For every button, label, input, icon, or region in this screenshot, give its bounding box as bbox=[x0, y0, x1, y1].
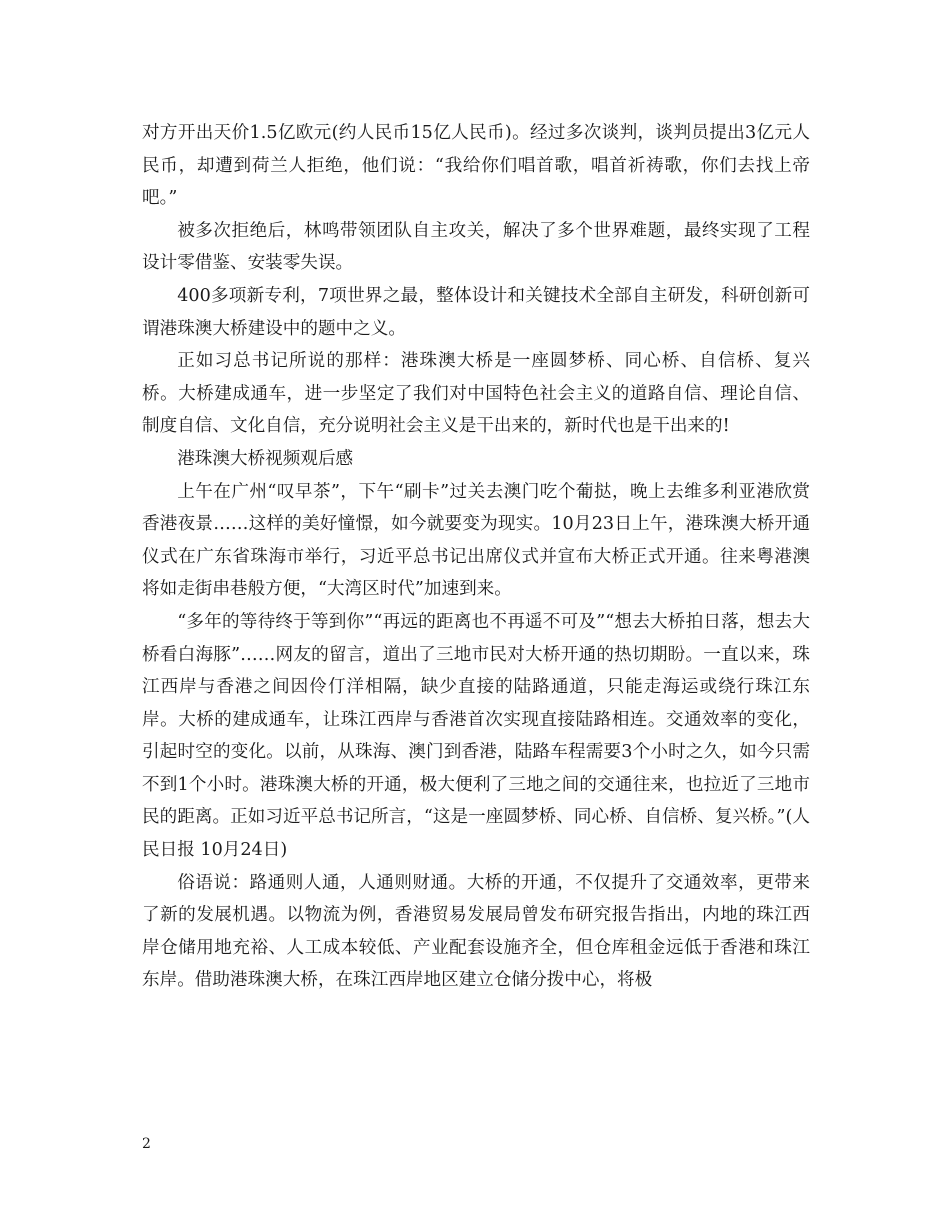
paragraph: “多年的等待终于等到你”“再远的距离也不再遥不可及”“想去大桥拍日落，想去大桥看白海豚”……网友的留言，道出了三地市民对大桥开通的热切期盼。一直以来，珠江西岸与香港之间因伶仃洋相隔，缺少直接的陆路通道，只能走海运或绕行珠江东岸。大桥的建成通车，让珠江西岸与香港首次实现直接陆路相连。交通效率的变化，引起时空的变化。以前，从珠海、澳门到香港，陆路车程需要3个小时之久，如今只需不到1个小时。港珠澳大桥的开通，极大便利了三地之间的交通往来，也拉近了三地市民的距离。正如习近平总书记所言，“这是一座圆梦桥、同心桥、自信桥、复兴桥。”(人民日报 10月24日) bbox=[142, 611, 810, 861]
paragraph: 400多项新专利，7项世界之最，整体设计和关键技术全部自主研发，科研创新可谓港珠澳大桥建设中的题中之义。 bbox=[142, 285, 810, 339]
document-body bbox=[142, 117, 810, 997]
section-heading: 港珠澳大桥视频观后感 bbox=[177, 448, 354, 469]
paragraph-continuation: 对方开出天价1.5亿欧元(约人民币15亿人民币)。经过多次谈判，谈判员提出3亿元人民币，却遭到荷兰人拒绝，他们说：“我给你们唱首歌，唱首祈祷歌，你们去找上帝吧。” bbox=[142, 123, 810, 209]
paragraph: 正如习总书记所说的那样：港珠澳大桥是一座圆梦桥、同心桥、自信桥、复兴桥。大桥建成通车，进一步坚定了我们对中国特色社会主义的道路自信、理论自信、制度自信、文化自信，充分说明社会主义是干出来的，新时代也是干出来的! bbox=[142, 351, 810, 437]
paragraph: 上午在广州“叹早茶”，下午“刷卡”过关去澳门吃个葡挞，晚上去维多利亚港欣赏香港夜景……这样的美好憧憬，如今就要变为现实。10月23日上午，港珠澳大桥开通仪式在广东省珠海市举行，习近平总书记出席仪式并宣布大桥正式开通。往来粤港澳将如走街串巷般方便，“大湾区时代”加速到来。 bbox=[142, 481, 810, 600]
page-number: 2 bbox=[142, 1136, 151, 1152]
paragraph: 俗语说：路通则人通，人通则财通。大桥的开通，不仅提升了交通效率，更带来了新的发展机遇。以物流为例，香港贸易发展局曾发布研究报告指出，内地的珠江西岸仓储用地充裕、人工成本较低、产业配套设施齐全，但仓库租金远低于香港和珠江东岸。借助港珠澳大桥，在珠江西岸地区建立仓储分拨中心，将极 bbox=[142, 872, 810, 991]
paragraph: 被多次拒绝后，林鸣带领团队自主攻关，解决了多个世界难题，最终实现了工程设计零借鉴、安装零失误。 bbox=[142, 220, 810, 274]
